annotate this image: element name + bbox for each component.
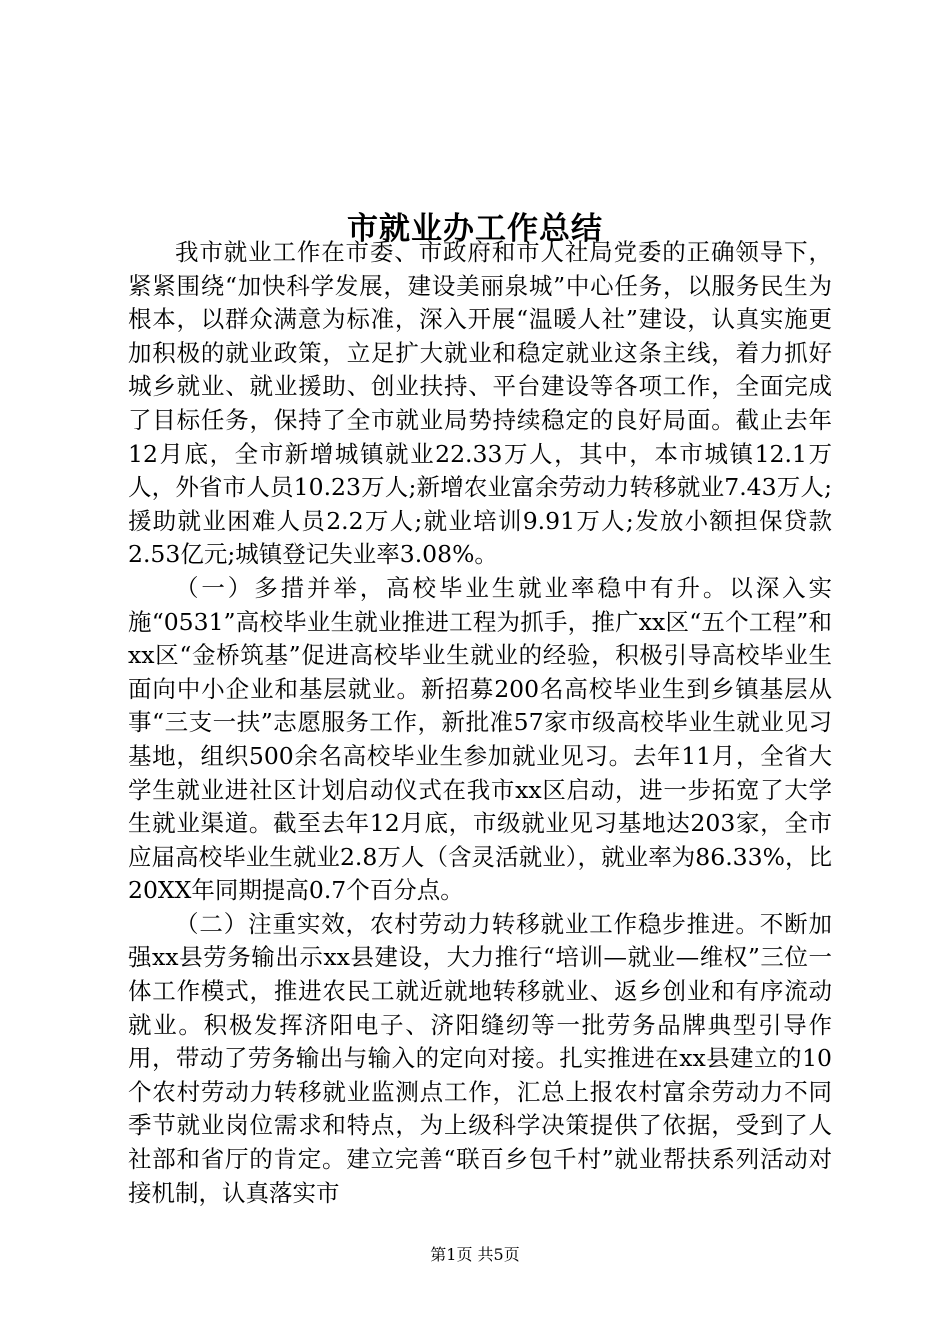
paragraph-intro: 我市就业工作在市委、市政府和市人社局党委的正确领导下，紧紧围绕“加快科学发展，建设美丽泉城”中心任务，以服务民生为根本，以群众满意为标准，深入开展“温暖人社”建设，认真实施更加积极的就业政策，立足扩大就业和稳定就业这条主线，着力抓好城乡就业、就业援助、创业扶持、平台建设等各项工作，全面完成了目标任务，保持了全市就业局势持续稳定的良好局面。截止去年12月底，全市新增城镇就业22.33万人，其中，本市城镇12.1万人，外省市人员10.23万人;新增农业富余劳动力转移就业7.43万人;援助就业困难人员2.2万人;就业培训9.91万人;发放小额担保贷款2.53亿元;城镇登记失业率3.08%。 xyxy=(128,238,832,569)
paragraph-section-1: （一）多措并举，高校毕业生就业率稳中有升。以深入实施“0531”高校毕业生就业推进工程为抓手，推广xx区“五个工程”和xx区“金桥筑基”促进高校毕业生就业的经验，积极引导高校毕业生面向中小企业和基层就业。新招募200名高校毕业生到乡镇基层从事“三支一扶”志愿服务工作，新批准57家市级高校毕业生就业见习基地，组织500余名高校毕业生参加就业见习。去年11月，全省大学生就业进社区计划启动仪式在我市xx区启动，进一步拓宽了大学生就业渠道。截至去年12月底，市级就业见习基地达203家，全市应届高校毕业生就业2.8万人（含灵活就业），就业率为86.33%，比20XX年同期提高0.7个百分点。 xyxy=(128,573,832,905)
document-title: 市就业办工作总结 xyxy=(347,210,603,247)
page-number-footer: 第1页 共5页 xyxy=(430,1245,520,1264)
document-body xyxy=(128,236,832,1210)
paragraph-section-2: （二）注重实效，农村劳动力转移就业工作稳步推进。不断加强xx县劳务输出示xx县建设，大力推行“培训—就业—维权”三位一体工作模式，推进农民工就近就地转移就业、返乡创业和有序流动就业。积极发挥济阳电子、济阳缝纫等一批劳务品牌典型引导作用，带动了劳务输出与输入的定向对接。扎实推进在xx县建立的10个农村劳动力转移就业监测点工作，汇总上报农村富余劳动力不同季节就业岗位需求和特点，为上级科学决策提供了依据，受到了人社部和省厅的肯定。建立完善“联百乡包千村”就业帮扶系列活动对接机制，认真落实市 xyxy=(128,909,832,1207)
